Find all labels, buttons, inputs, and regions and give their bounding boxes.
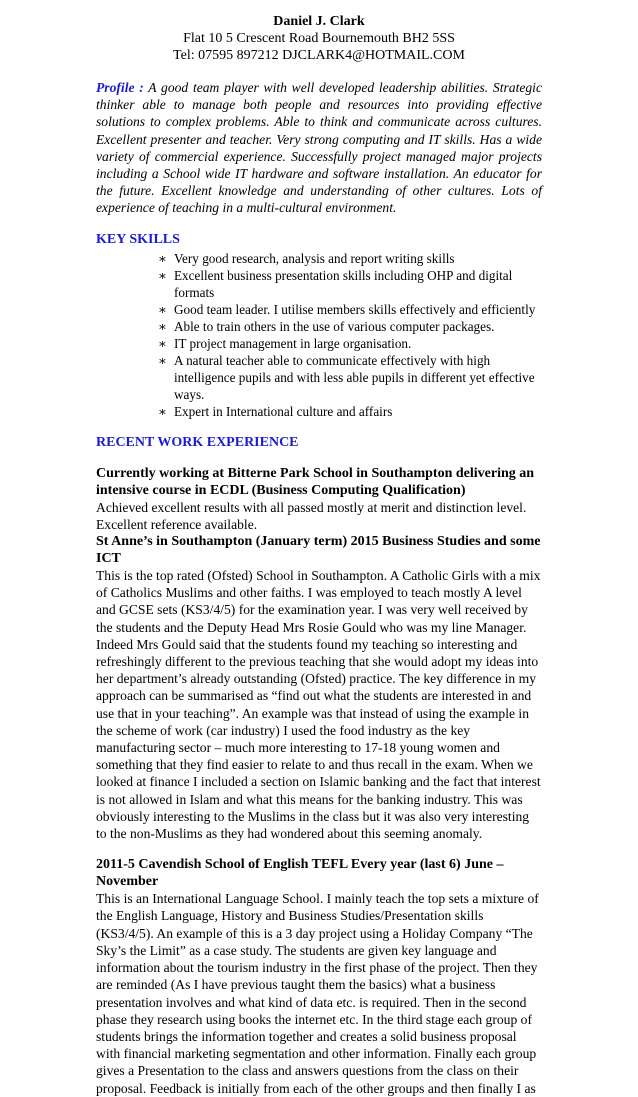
job-title: 2011-5 Cavendish School of English TEFL Every year (last 6) June –November xyxy=(96,857,504,890)
skill-item: ∗ IT project management in large organisation. xyxy=(158,335,412,351)
bullet-icon: ∗ xyxy=(158,267,167,283)
header xyxy=(96,13,542,64)
key-skills-heading: KEY SKILLS xyxy=(96,231,180,247)
job-description: This is an International Language School. I mainly teach the top sets a mixture of the English Language, History and Business Studies/Presentation skills (KS3/4/5). An example of this is a 3 day project using a Holiday Company “The Sky’s the Limit” as a case study. The students are given key language and information about the tourism industry in the first phase of the project. Then they are reminded (As I have previous taught them the basics) what a business presentation involves and what kind of data etc. is required. Then in the second phase they research using books the internet etc. In the third stage each group of students brings the information together and creates a solid business proposal with financial marketing segmentation and other information. Finally each group gives a Presentation to the class and answers questions from the class on their proposal. Feedback is initially from each of the other groups and then finally I as xyxy=(96,891,539,1096)
skill-item: ∗ Good team leader. I utilise members skills effectively and efficiently xyxy=(158,301,536,317)
job-description: Achieved excellent results with all passed mostly at merit and distinction level. Excellent reference available. xyxy=(96,499,527,532)
job-description: This is the top rated (Ofsted) School in Southampton. A Catholic Girls with a mix of Catholics Muslims and other faiths. I was employed to teach mostly A level and GCSE sets (KS3/4/5) for the examination year. I was very well received by the students and the Deputy Head Mrs Rosie Gould who was my line Manager. Indeed Mrs Gould said that the students found my teaching so interesting and refreshingly different to the previous teaching that she would adopt my ideas into her department’s already outstanding (Ofsted) practice. The key difference in my approach can be summarised as “find out what the students are interested in and use that in your teaching”. An example was that instead of using the example in the scheme of work (car industry) I used the food industry as the key manufacturing sector – much more interesting to 17-18 young women and something that they find easier to relate to and thus recall in the exam. When we looked at finance I included a section on Islamic banking and the fact that interest is not allowed in Islam and what this means for the banking industry. This was obviously interesting to the Muslims in the class but it was also very interesting to the non-Muslims as they had wondered about this seeming anomaly. xyxy=(96,568,541,842)
profile-section xyxy=(96,79,542,217)
skill-item: ∗ Able to train others in the use of various computer packages. xyxy=(158,318,495,334)
bullet-icon: ∗ xyxy=(158,403,167,419)
address: Flat 10 5 Crescent Road Bournemouth BH2 5SS xyxy=(183,31,455,46)
job-entry xyxy=(96,465,542,533)
bullet-icon: ∗ xyxy=(158,318,167,334)
skills-list xyxy=(96,250,542,420)
job-entry xyxy=(96,856,542,1096)
job-title: St Anne’s in Southampton (January term) 2015 Business Studies and some ICT xyxy=(96,534,541,567)
candidate-name: Daniel J. Clark xyxy=(273,14,365,29)
skill-item: ∗ A natural teacher able to communicate effectively with high intelligence pupils and with less able pupils in different yet effective ways. xyxy=(158,352,535,402)
job-entry xyxy=(96,533,542,842)
bullet-icon: ∗ xyxy=(158,250,167,266)
profile-text: A good team player with well developed leadership abilities. Strategic thinker able to manage both people and resources into providing effective solutions to complex problems. Able to think and communicate across cultures. Excellent presenter and teacher. Very strong computing and IT skills. Has a wide variety of commercial experience. Successfully project managed major projects including a School wide IT hardware and software installation. An educator for the future. Excellent knowledge and understanding of other cultures. Lots of experience of teaching in a multi-cultural environment. xyxy=(96,80,542,216)
experience-heading: RECENT WORK EXPERIENCE xyxy=(96,434,299,450)
skill-item: ∗ Excellent business presentation skills including OHP and digital formats xyxy=(158,267,513,300)
skill-item: ∗ Expert in International culture and affairs xyxy=(158,403,393,419)
contact-line: Tel: 07595 897212 DJCLARK4@HOTMAIL.COM xyxy=(173,48,465,63)
job-title: Currently working at Bitterne Park School in Southampton delivering an intensive course in ECDL (Business Computing Qualification) xyxy=(96,465,535,498)
profile-label: Profile : xyxy=(96,80,144,95)
bullet-icon: ∗ xyxy=(158,352,167,368)
skill-item: ∗ Very good research, analysis and report writing skills xyxy=(158,250,455,266)
bullet-icon: ∗ xyxy=(158,301,167,317)
bullet-icon: ∗ xyxy=(158,335,167,351)
